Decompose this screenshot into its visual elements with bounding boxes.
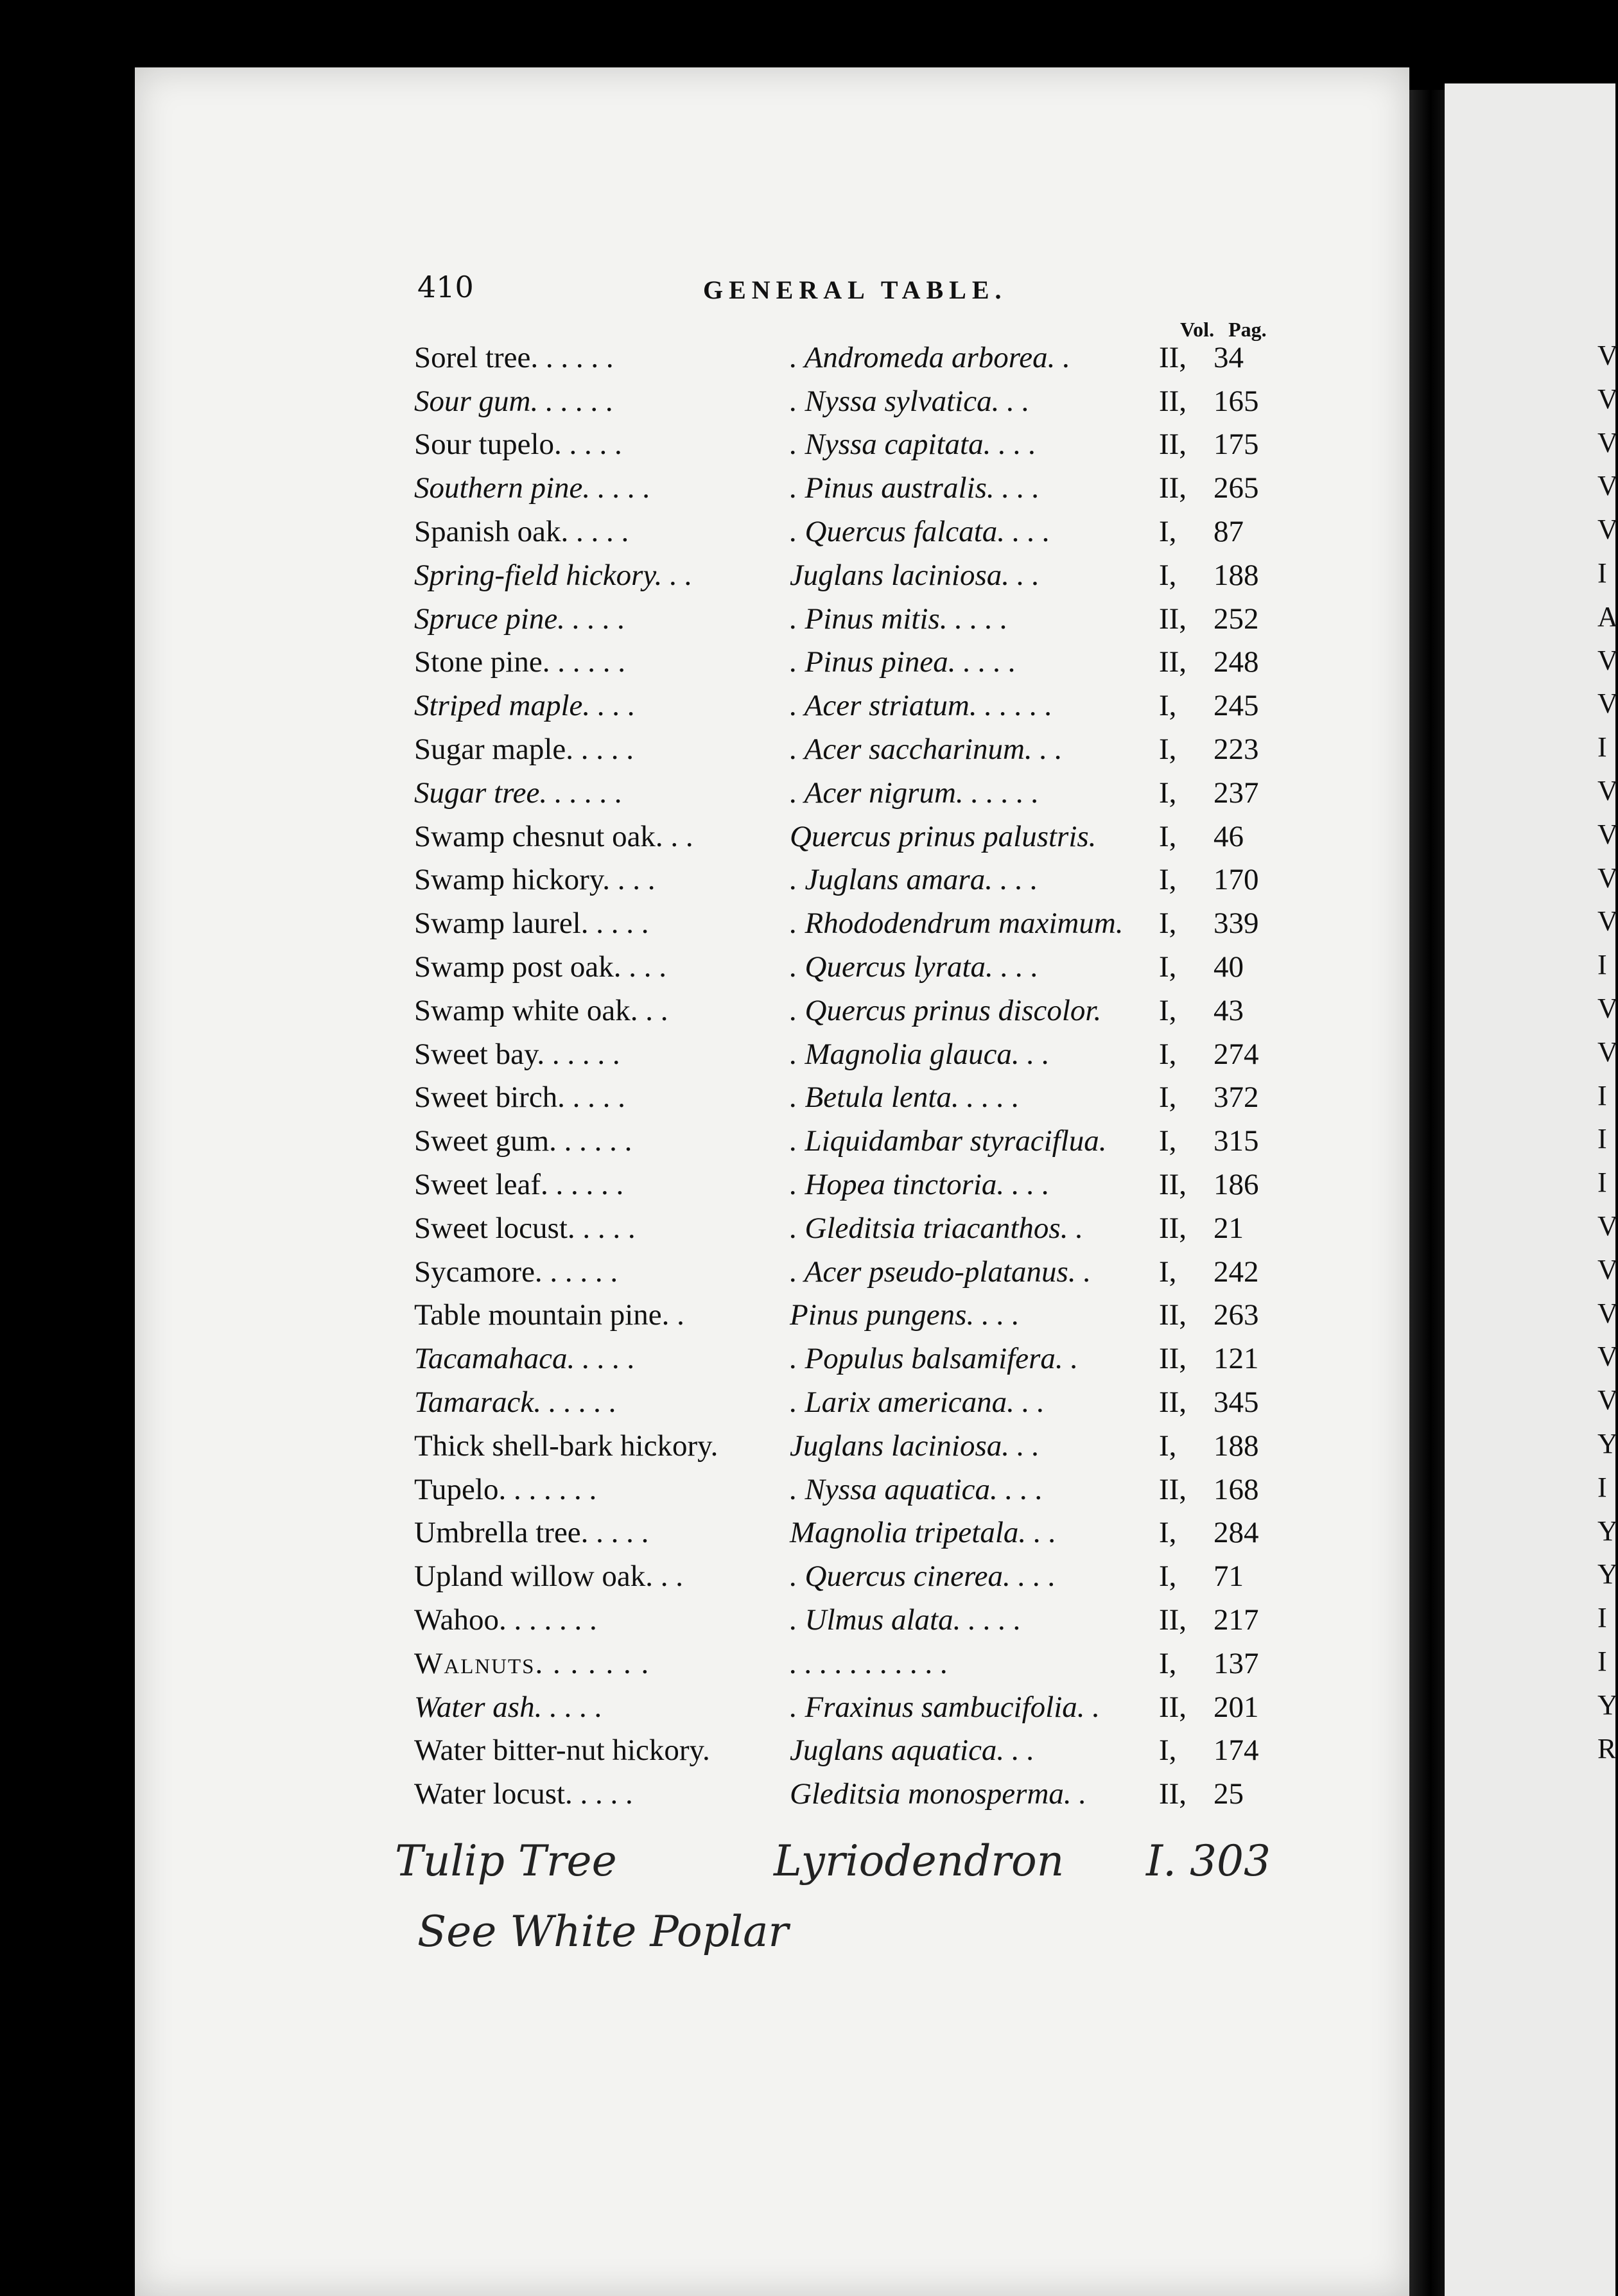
common-name: Sugar maple. . . . . (414, 732, 634, 766)
latin-name: . Pinus pinea. . . . . (790, 645, 1016, 679)
latin-name: Pinus pungens. . . . (790, 1298, 1020, 1332)
page-reference: 265 (1214, 471, 1259, 505)
volume-number: I, (1159, 950, 1177, 984)
common-name: Stone pine. . . . . . (414, 645, 625, 679)
volume-number: I, (1159, 1560, 1177, 1594)
latin-name: . Acer nigrum. . . . . . (790, 776, 1040, 810)
latin-name: . Juglans amara. . . . (790, 863, 1038, 897)
table-row (395, 334, 1294, 378)
page-reference: 345 (1214, 1385, 1259, 1419)
volume-number: I, (1159, 993, 1177, 1027)
table-row (395, 1205, 1294, 1248)
volume-number: II, (1159, 1167, 1187, 1201)
page-reference: 201 (1214, 1690, 1259, 1724)
common-name: Southern pine. . . . . (414, 471, 651, 505)
facing-page-letter: V (1597, 1384, 1618, 1416)
facing-page-letter: V (1597, 862, 1618, 894)
common-name: Sweet gum. . . . . . (414, 1124, 632, 1158)
common-name: Tamarack. . . . . . (414, 1385, 617, 1419)
table-row (395, 1248, 1294, 1292)
latin-name: Quercus prinus palustris. (790, 819, 1097, 853)
volume-number: II, (1159, 1385, 1187, 1419)
common-name: Swamp post oak. . . . (414, 950, 666, 984)
page-reference: 21 (1214, 1211, 1244, 1245)
index-table (395, 334, 1294, 1814)
page-reference: 339 (1214, 907, 1259, 941)
volume-number: II, (1159, 384, 1187, 418)
facing-page-letter: Y (1597, 1515, 1618, 1547)
page-reference: 174 (1214, 1734, 1259, 1768)
facing-page-letter: I (1597, 1079, 1607, 1111)
latin-name: . Acer pseudo-platanus. . (790, 1255, 1092, 1289)
page-reference: 87 (1214, 514, 1244, 548)
common-name: Table mountain pine. . (414, 1298, 684, 1332)
facing-page-letter: I (1597, 1602, 1607, 1634)
common-name: Swamp laurel. . . . . (414, 907, 649, 941)
common-name: Sycamore. . . . . . (414, 1255, 618, 1289)
volume-number: II, (1159, 645, 1187, 679)
facing-page-letter: V (1597, 1341, 1618, 1373)
vol-column-header: Vol. (1180, 318, 1215, 341)
facing-page-letter: Y (1597, 1427, 1618, 1459)
facing-page-letter: I (1597, 1471, 1607, 1503)
table-row (395, 552, 1294, 595)
facing-page-letter: V (1597, 514, 1618, 546)
latin-name: Juglans laciniosa. . . (790, 1429, 1040, 1463)
common-name: Tupelo. . . . . . . (414, 1472, 597, 1506)
facing-page-letter: I (1597, 1645, 1607, 1677)
handwritten-see-also: See White Poplar (417, 1907, 789, 1956)
page-reference: 284 (1214, 1516, 1259, 1550)
facing-page-letter: I (1597, 949, 1607, 981)
page-reference: 242 (1214, 1255, 1259, 1289)
latin-name: . Nyssa sylvatica. . . (790, 384, 1030, 418)
pag-column-header: Pag. (1228, 318, 1267, 341)
table-row (395, 378, 1294, 421)
common-name: Spanish oak. . . . . (414, 514, 629, 548)
volume-number: II, (1159, 1777, 1187, 1811)
latin-name: Juglans laciniosa. . . (790, 558, 1040, 592)
latin-name: . Quercus cinerea. . . . (790, 1560, 1056, 1594)
page-reference: 40 (1214, 950, 1244, 984)
page-reference: 175 (1214, 428, 1259, 462)
volume-number: I, (1159, 907, 1177, 941)
volume-number: II, (1159, 1603, 1187, 1637)
facing-page-letter: I (1597, 1123, 1607, 1155)
facing-page-letter: V (1597, 774, 1618, 806)
volume-number: I, (1159, 1037, 1177, 1071)
page-reference: 245 (1214, 689, 1259, 723)
facing-page-letter: R (1597, 1732, 1617, 1764)
page-reference: 46 (1214, 819, 1244, 853)
common-name: Spruce pine. . . . . (414, 602, 625, 636)
page-reference: 188 (1214, 558, 1259, 592)
table-row (395, 1074, 1294, 1118)
latin-name: . Rhododendrum maximum. (790, 907, 1124, 941)
latin-name: . Gleditsia triacanthos. . (790, 1211, 1083, 1245)
latin-name: . Liquidambar styraciflua. (790, 1124, 1107, 1158)
latin-name: Juglans aquatica. . . (790, 1734, 1035, 1768)
volume-number: II, (1159, 340, 1187, 374)
table-row (395, 639, 1294, 683)
handwritten-latin-name: Lyriodendron (774, 1836, 1065, 1886)
latin-name: . Hopea tinctoria. . . . (790, 1167, 1050, 1201)
common-name: Tacamahaca. . . . . (414, 1342, 636, 1376)
volume-number: I, (1159, 1516, 1177, 1550)
table-row (395, 1683, 1294, 1727)
table-row (395, 1292, 1294, 1335)
common-name: Swamp white oak. . . (414, 993, 668, 1027)
table-row (395, 1727, 1294, 1771)
volume-number: I, (1159, 514, 1177, 548)
facing-page-letter: V (1597, 470, 1618, 502)
volume-number: II, (1159, 602, 1187, 636)
common-name: Walnuts. . . . . . . (414, 1646, 650, 1680)
table-row (395, 1117, 1294, 1161)
page-reference: 137 (1214, 1646, 1259, 1680)
facing-page-letter: V (1597, 1297, 1618, 1329)
volume-number: II, (1159, 1298, 1187, 1332)
page-reference: 274 (1214, 1037, 1259, 1071)
page-reference: 188 (1214, 1429, 1259, 1463)
common-name: Sweet bay. . . . . . (414, 1037, 620, 1071)
latin-name: . Ulmus alata. . . . . (790, 1603, 1022, 1637)
table-row (395, 1770, 1294, 1814)
latin-name: . Larix americana. . . (790, 1385, 1045, 1419)
page-reference: 252 (1214, 602, 1259, 636)
common-name: Wahoo. . . . . . . (414, 1603, 597, 1637)
table-row (395, 464, 1294, 508)
facing-page-letter: V (1597, 1036, 1618, 1068)
table-row (395, 421, 1294, 465)
facing-page-letter: V (1597, 644, 1618, 676)
common-name: Spring-field hickory. . . (414, 558, 693, 592)
common-name: Sour gum. . . . . . (414, 384, 614, 418)
running-head: GENERAL TABLE. (703, 275, 1007, 304)
facing-page-letter: V (1597, 383, 1618, 415)
latin-name: . Andromeda arborea. . (790, 340, 1070, 374)
facing-page-edge (1445, 83, 1615, 2296)
table-row (395, 1509, 1294, 1553)
volume-number: II, (1159, 428, 1187, 462)
volume-number: II, (1159, 471, 1187, 505)
latin-name: . Acer striatum. . . . . . (790, 689, 1053, 723)
common-name: Sweet leaf. . . . . . (414, 1167, 624, 1201)
facing-page-letter: A (1597, 600, 1618, 632)
table-row (395, 1161, 1294, 1205)
page-reference: 25 (1214, 1777, 1244, 1811)
common-name: Sweet locust. . . . . (414, 1211, 636, 1245)
facing-page-letters (1597, 334, 1618, 1770)
page-reference: 34 (1214, 340, 1244, 374)
volume-number: I, (1159, 1646, 1177, 1680)
page-reference: 43 (1214, 993, 1244, 1027)
facing-page-letter: Y (1597, 1558, 1618, 1590)
page-reference: 248 (1214, 645, 1259, 679)
page-number: 410 (417, 270, 474, 304)
latin-name: . Fraxinus sambucifolia. . (790, 1690, 1100, 1724)
volume-number: II, (1159, 1472, 1187, 1506)
table-row (395, 1378, 1294, 1422)
latin-name: . Nyssa capitata. . . . (790, 428, 1036, 462)
volume-number: II, (1159, 1690, 1187, 1724)
table-row (395, 769, 1294, 813)
page-reference: 372 (1214, 1081, 1259, 1115)
table-row (395, 1640, 1294, 1683)
latin-name: . Populus balsamifera. . (790, 1342, 1079, 1376)
common-name: Sorel tree. . . . . . (414, 340, 614, 374)
page-reference: 263 (1214, 1298, 1259, 1332)
latin-name: . Quercus falcata. . . . (790, 514, 1050, 548)
volume-number: I, (1159, 689, 1177, 723)
table-row (395, 682, 1294, 726)
common-name: Swamp hickory. . . . (414, 863, 656, 897)
facing-page-letter: I (1597, 1167, 1607, 1199)
page-reference: 165 (1214, 384, 1259, 418)
page-gutter-shadow (1409, 90, 1445, 2296)
latin-name: . Nyssa aquatica. . . . (790, 1472, 1043, 1506)
facing-page-letter: V (1597, 818, 1618, 850)
handwritten-reference: I. 303 (1146, 1836, 1271, 1886)
table-row (395, 726, 1294, 769)
common-name: Water ash. . . . . (414, 1690, 603, 1724)
table-row (395, 1422, 1294, 1466)
table-row (395, 1031, 1294, 1074)
volume-number: I, (1159, 558, 1177, 592)
common-name: Sugar tree. . . . . . (414, 776, 623, 810)
volume-number: II, (1159, 1342, 1187, 1376)
page-reference: 121 (1214, 1342, 1259, 1376)
latin-name: . Quercus prinus discolor. (790, 993, 1102, 1027)
volume-number: I, (1159, 1124, 1177, 1158)
latin-name: Gleditsia monosperma. . (790, 1777, 1087, 1811)
common-name: Upland willow oak. . . (414, 1560, 684, 1594)
facing-page-letter: V (1597, 1210, 1618, 1242)
common-name: Striped maple. . . . (414, 689, 636, 723)
volume-number: I, (1159, 732, 1177, 766)
facing-page-letter: V (1597, 426, 1618, 458)
volume-number: I, (1159, 1255, 1177, 1289)
latin-name: . Quercus lyrata. . . . (790, 950, 1039, 984)
page-reference: 186 (1214, 1167, 1259, 1201)
common-name: Sour tupelo. . . . . (414, 428, 622, 462)
page-reference: 315 (1214, 1124, 1259, 1158)
facing-page-letter: V (1597, 992, 1618, 1024)
facing-page-letter: I (1597, 731, 1607, 763)
table-row (395, 1335, 1294, 1378)
table-row (395, 1552, 1294, 1596)
facing-page-letter: I (1597, 557, 1607, 589)
common-name: Water bitter-nut hickory. (414, 1734, 710, 1768)
table-row (395, 813, 1294, 857)
common-name: Swamp chesnut oak. . . (414, 819, 693, 853)
latin-name: . Pinus mitis. . . . . (790, 602, 1008, 636)
volume-number: I, (1159, 1081, 1177, 1115)
page-reference: 170 (1214, 863, 1259, 897)
facing-page-letter: V (1597, 1253, 1618, 1285)
volume-number: I, (1159, 776, 1177, 810)
latin-name: . Pinus australis. . . . (790, 471, 1040, 505)
volume-number: I, (1159, 863, 1177, 897)
page-reference: 71 (1214, 1560, 1244, 1594)
table-row (395, 987, 1294, 1031)
handwritten-common-name: Tulip Tree (395, 1836, 617, 1886)
latin-name: . . . . . . . . . . . (790, 1646, 948, 1680)
page-reference: 217 (1214, 1603, 1259, 1637)
table-row (395, 508, 1294, 552)
latin-name: . Betula lenta. . . . . (790, 1081, 1020, 1115)
table-row (395, 1596, 1294, 1640)
common-name: Thick shell-bark hickory. (414, 1429, 718, 1463)
volume-number: I, (1159, 1734, 1177, 1768)
table-row (395, 857, 1294, 900)
page-reference: 168 (1214, 1472, 1259, 1506)
volume-number: I, (1159, 819, 1177, 853)
page-reference: 237 (1214, 776, 1259, 810)
table-row (395, 900, 1294, 943)
latin-name: . Acer saccharinum. . . (790, 732, 1063, 766)
table-row (395, 943, 1294, 987)
facing-page-letter: V (1597, 905, 1618, 937)
facing-page-letter: V (1597, 688, 1618, 720)
volume-number: I, (1159, 1429, 1177, 1463)
volume-number: II, (1159, 1211, 1187, 1245)
common-name: Water locust. . . . . (414, 1777, 633, 1811)
common-name: Umbrella tree. . . . . (414, 1516, 649, 1550)
table-row (395, 1466, 1294, 1509)
facing-page-letter: V (1597, 340, 1618, 371)
facing-page-letter: Y (1597, 1689, 1618, 1721)
page-reference: 223 (1214, 732, 1259, 766)
latin-name: . Magnolia glauca. . . (790, 1037, 1050, 1071)
table-row (395, 595, 1294, 639)
latin-name: Magnolia tripetala. . . (790, 1516, 1057, 1550)
common-name: Sweet birch. . . . . (414, 1081, 625, 1115)
